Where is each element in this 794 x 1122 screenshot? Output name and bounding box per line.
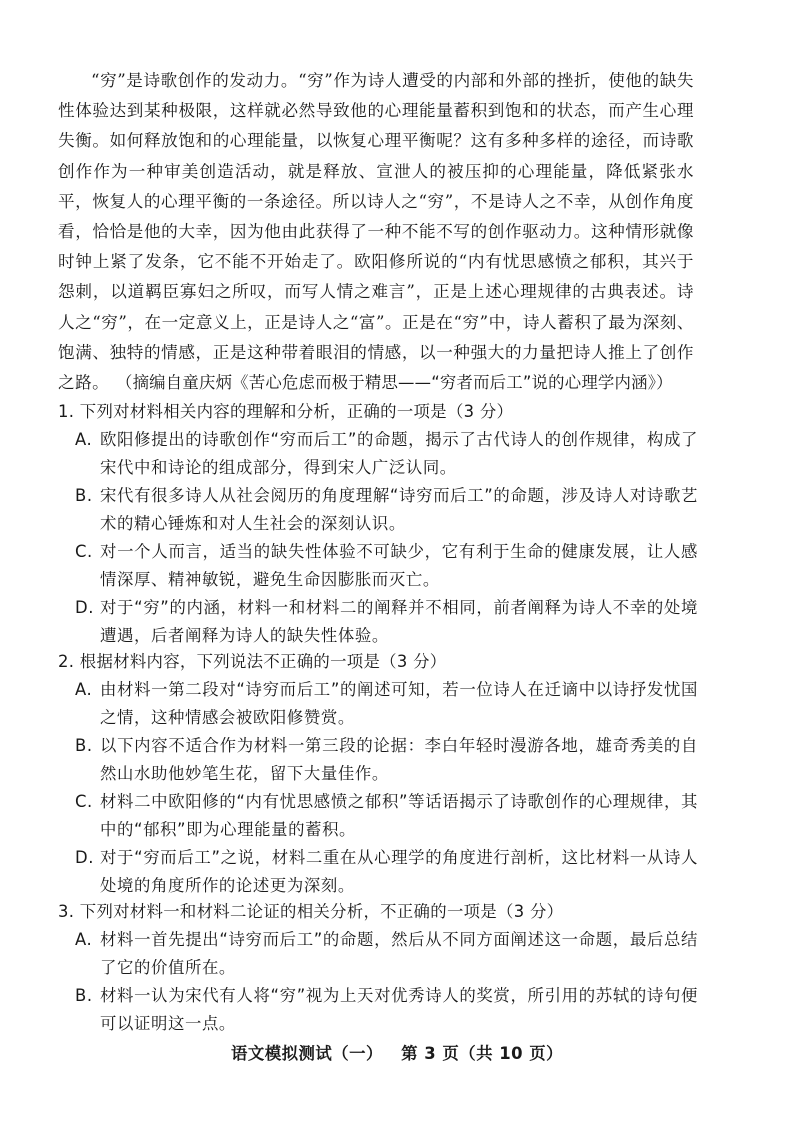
option-c bbox=[58, 538, 698, 593]
option-c bbox=[58, 788, 698, 843]
option-b bbox=[58, 982, 698, 1037]
question-2 bbox=[58, 648, 698, 900]
page-number: 第 3 页（共 10 页） bbox=[401, 1044, 564, 1063]
question-stem: 3. 下列对材料一和材料二论证的相关分析，不正确的一项是（3 分） bbox=[58, 902, 564, 921]
option-text: 以下内容不适合作为材料一第三段的论据：李白年轻时漫游各地，雄奇秀美的自然山水助他妙笔生花，留下大量佳作。 bbox=[100, 736, 698, 783]
option-a bbox=[58, 926, 698, 981]
option-text: 宋代有很多诗人从社会阅历的角度理解“诗穷而后工”的命题，涉及诗人对诗歌艺术的精心锤炼和对人生社会的深刻认识。 bbox=[100, 486, 698, 533]
option-letter: A. bbox=[75, 930, 93, 949]
option-letter: D. bbox=[75, 598, 95, 617]
option-text: 对于“穷而后工”之说，材料二重在从心理学的角度进行剖析，这比材料一从诗人处境的角度所作的论述更为深刻。 bbox=[100, 848, 698, 895]
material-passage: “穷”是诗歌创作的发动力。“穷”作为诗人遭受的内部和外部的挫折，使他的缺失性体验达到某种极限，这样就必然导致他的心理能量蓄积到饱和的状态，而产生心理失衡。如何释放饱和的心理能量，以恢复心理平衡呢？这有多种多样的途径，而诗歌创作作为一种审美创造活动，就是释放、宣泄人的被压抑的心理能量，降低紧张水平，恢复人的心理平衡的一条途径。所以诗人之“穷”，不是诗人之不幸，从创作角度看，恰恰是他的大幸，因为他由此获得了一种不能不写的创作驱动力。这种情形就像时钟上紧了发条，它不能不开始走了。欧阳修所说的“内有忧思感愤之郁积，其兴于怨刺，以道羁臣寡妇之所叹，而写人情之难言”，正是上述心理规律的古典表述。诗人之“穷”，在一定意义上，正是诗人之“富”。正是在“穷”中，诗人蓄积了最为深刻、饱满、独特的情感，正是这种带着眼泪的情感，以一种强大的力量把诗人推上了创作之路。 bbox=[58, 71, 694, 393]
option-letter: A. bbox=[75, 430, 93, 449]
option-d bbox=[58, 844, 698, 899]
option-letter: D. bbox=[75, 848, 95, 867]
option-text: 对一个人而言，适当的缺失性体验不可缺少，它有利于生命的健康发展，让人感情深厚、精神敏锐，避免生命因膨胀而灭亡。 bbox=[100, 542, 698, 589]
option-letter: B. bbox=[75, 736, 93, 755]
option-b bbox=[58, 732, 698, 787]
option-text: 材料二中欧阳修的“内有忧思感愤之郁积”等话语揭示了诗歌创作的心理规律，其中的“郁积”即为心理能量的蓄积。 bbox=[100, 792, 698, 839]
question-stem: 1. 下列对材料相关内容的理解和分析，正确的一项是（3 分） bbox=[58, 402, 514, 421]
question-1 bbox=[58, 398, 698, 650]
option-letter: B. bbox=[75, 986, 93, 1005]
option-text: 对于“穷”的内涵，材料一和材料二的阐释并不相同，前者阐释为诗人不幸的处境遭遇，后者阐释为诗人的缺失性体验。 bbox=[100, 598, 698, 645]
option-letter: C. bbox=[75, 542, 93, 561]
option-d bbox=[58, 594, 698, 649]
option-letter: C. bbox=[75, 792, 93, 811]
option-b bbox=[58, 482, 698, 537]
option-text: 由材料一第二段对“诗穷而后工”的阐述可知，若一位诗人在迁谪中以诗抒发忧国之情，这种情感会被欧阳修赞赏。 bbox=[100, 680, 698, 727]
option-letter: A. bbox=[75, 680, 93, 699]
question-3 bbox=[58, 898, 698, 1037]
passage-source: （摘编自童庆炳《苦心危虑而极于精思——“穷者而后工”说的心理学内涵》） bbox=[116, 373, 673, 392]
page-footer bbox=[0, 1040, 794, 1064]
option-a bbox=[58, 426, 698, 481]
option-text: 材料一首先提出“诗穷而后工”的命题，然后从不同方面阐述这一命题，最后总结了它的价值所在。 bbox=[100, 930, 698, 977]
option-text: 材料一认为宋代有人将“穷”视为上天对优秀诗人的奖赏，所引用的苏轼的诗句便可以证明这一点。 bbox=[100, 986, 698, 1033]
option-a bbox=[58, 676, 698, 731]
exam-title: 语文模拟测试（一） bbox=[230, 1044, 383, 1063]
option-text: 欧阳修提出的诗歌创作“穷而后工”的命题，揭示了古代诗人的创作规律，构成了宋代中和诗论的组成部分，得到宋人广泛认同。 bbox=[100, 430, 698, 477]
option-letter: B. bbox=[75, 486, 93, 505]
question-stem: 2. 根据材料内容，下列说法不正确的一项是（3 分） bbox=[58, 652, 447, 671]
